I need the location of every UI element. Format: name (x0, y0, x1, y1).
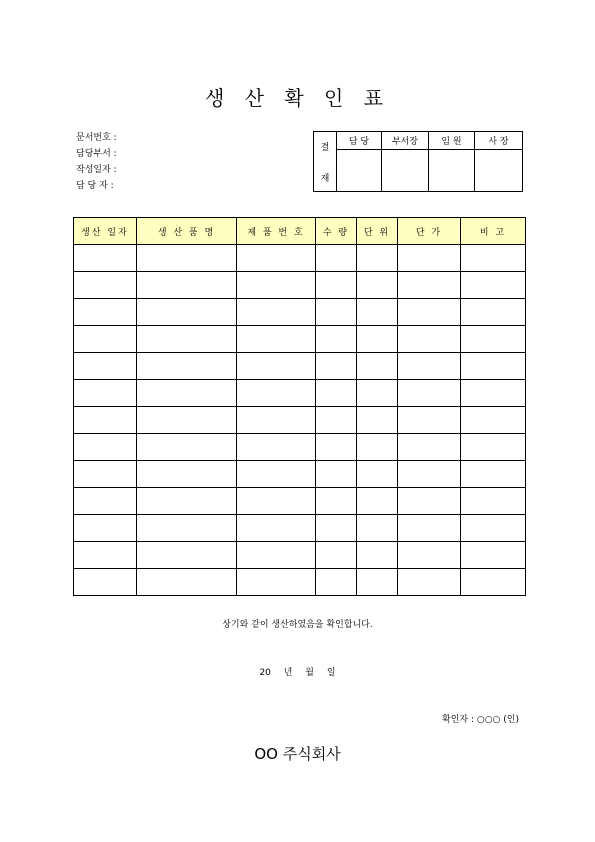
table-cell[interactable] (237, 569, 316, 596)
table-cell[interactable] (398, 299, 461, 326)
table-cell[interactable] (398, 407, 461, 434)
table-cell[interactable] (357, 569, 398, 596)
approval-sign-staff[interactable] (337, 150, 382, 192)
table-cell[interactable] (237, 380, 316, 407)
table-cell[interactable] (461, 272, 526, 299)
manager-label: 담 당 자 : (76, 181, 114, 191)
table-cell[interactable] (461, 515, 526, 542)
table-cell[interactable] (398, 569, 461, 596)
table-cell[interactable] (237, 353, 316, 380)
table-cell[interactable] (74, 488, 137, 515)
table-cell[interactable] (398, 326, 461, 353)
table-cell[interactable] (357, 299, 398, 326)
table-row (74, 569, 526, 596)
table-cell[interactable] (316, 542, 357, 569)
table-cell[interactable] (398, 461, 461, 488)
col-unit: 단 위 (357, 218, 398, 245)
table-cell[interactable] (357, 488, 398, 515)
col-remarks: 비 고 (461, 218, 526, 245)
table-cell[interactable] (461, 407, 526, 434)
production-table (73, 217, 526, 596)
approval-sign-executive[interactable] (429, 150, 475, 192)
confirmation-statement: 상기와 같이 생산하였음을 확인합니다. (222, 620, 373, 630)
table-cell[interactable] (357, 326, 398, 353)
table-cell[interactable] (316, 461, 357, 488)
table-cell[interactable] (316, 353, 357, 380)
table-row (74, 380, 526, 407)
approval-sign-dept-head[interactable] (382, 150, 429, 192)
table-cell[interactable] (237, 245, 316, 272)
table-cell[interactable] (74, 353, 137, 380)
table-cell[interactable] (74, 434, 137, 461)
col-quantity: 수 량 (316, 218, 357, 245)
table-cell[interactable] (461, 299, 526, 326)
document-title: 생 산 확 인 표 (204, 86, 391, 110)
table-cell[interactable] (461, 461, 526, 488)
table-cell[interactable] (137, 272, 237, 299)
table-cell[interactable] (74, 461, 137, 488)
table-row (74, 353, 526, 380)
approval-header-executive: 임 원 (429, 132, 475, 150)
table-cell[interactable] (398, 353, 461, 380)
table-row (74, 542, 526, 569)
table-cell[interactable] (357, 407, 398, 434)
table-row (74, 434, 526, 461)
col-product-number: 제 품 번 호 (237, 218, 316, 245)
table-cell[interactable] (357, 272, 398, 299)
table-row (74, 326, 526, 353)
table-row (74, 488, 526, 515)
table-cell[interactable] (461, 326, 526, 353)
table-row (74, 272, 526, 299)
table-cell[interactable] (74, 272, 137, 299)
table-cell[interactable] (398, 434, 461, 461)
table-cell[interactable] (316, 380, 357, 407)
table-cell[interactable] (137, 434, 237, 461)
table-cell[interactable] (398, 488, 461, 515)
table-cell[interactable] (357, 542, 398, 569)
table-cell[interactable] (357, 353, 398, 380)
table-cell[interactable] (237, 272, 316, 299)
table-cell[interactable] (357, 380, 398, 407)
table-cell[interactable] (316, 407, 357, 434)
meta-block (76, 130, 117, 194)
col-unit-price: 단 가 (398, 218, 461, 245)
table-cell[interactable] (237, 461, 316, 488)
table-cell[interactable] (316, 569, 357, 596)
table-cell[interactable] (316, 515, 357, 542)
table-row (74, 245, 526, 272)
table-cell[interactable] (398, 542, 461, 569)
company-name: OO 주식회사 (254, 745, 341, 763)
table-cell[interactable] (137, 380, 237, 407)
approval-side-label (314, 132, 337, 192)
table-cell[interactable] (74, 569, 137, 596)
table-cell[interactable] (461, 488, 526, 515)
table-cell[interactable] (398, 272, 461, 299)
table-cell[interactable] (316, 326, 357, 353)
table-cell[interactable] (137, 245, 237, 272)
department-label: 담당부서 : (76, 149, 117, 159)
approval-header-dept-head: 부서장 (382, 132, 429, 150)
doc-number-label: 문서번호 : (76, 133, 117, 143)
table-cell[interactable] (137, 569, 237, 596)
table-cell[interactable] (316, 299, 357, 326)
table-cell[interactable] (237, 299, 316, 326)
table-cell[interactable] (398, 245, 461, 272)
table-cell[interactable] (74, 245, 137, 272)
approval-side-top: 결 (320, 142, 330, 153)
table-cell[interactable] (357, 461, 398, 488)
created-date-label: 작성일자 : (76, 165, 117, 175)
table-cell[interactable] (237, 542, 316, 569)
table-cell[interactable] (237, 434, 316, 461)
table-cell[interactable] (137, 461, 237, 488)
table-header-row (74, 218, 526, 245)
approval-box (313, 131, 523, 192)
approval-header-staff: 담 당 (337, 132, 382, 150)
date-line: 20 년 월 일 (259, 668, 336, 678)
table-cell[interactable] (461, 353, 526, 380)
table-cell[interactable] (137, 542, 237, 569)
table-cell[interactable] (74, 407, 137, 434)
table-cell[interactable] (74, 326, 137, 353)
table-cell[interactable] (316, 272, 357, 299)
table-cell[interactable] (237, 326, 316, 353)
table-cell[interactable] (137, 488, 237, 515)
table-cell[interactable] (137, 299, 237, 326)
table-cell[interactable] (137, 515, 237, 542)
table-row (74, 407, 526, 434)
table-cell[interactable] (74, 542, 137, 569)
table-cell[interactable] (357, 515, 398, 542)
table-cell[interactable] (137, 407, 237, 434)
approval-sign-president[interactable] (475, 150, 523, 192)
table-cell[interactable] (316, 488, 357, 515)
table-cell[interactable] (237, 407, 316, 434)
table-cell[interactable] (461, 569, 526, 596)
table-body (74, 245, 526, 596)
table-cell[interactable] (316, 434, 357, 461)
checker-line: 확인자 : ○○○ (인) (442, 715, 519, 725)
table-cell[interactable] (461, 434, 526, 461)
table-cell[interactable] (461, 542, 526, 569)
table-cell[interactable] (398, 515, 461, 542)
col-product-name: 생 산 품 명 (137, 218, 237, 245)
table-row (74, 461, 526, 488)
table-cell[interactable] (137, 353, 237, 380)
approval-header-president: 사 장 (475, 132, 523, 150)
table-cell[interactable] (237, 488, 316, 515)
table-cell[interactable] (461, 380, 526, 407)
table-cell[interactable] (74, 515, 137, 542)
table-cell[interactable] (357, 245, 398, 272)
col-production-date: 생산 일자 (74, 218, 137, 245)
table-cell[interactable] (357, 434, 398, 461)
table-cell[interactable] (74, 299, 137, 326)
table-cell[interactable] (316, 245, 357, 272)
table-cell[interactable] (461, 245, 526, 272)
table-cell[interactable] (237, 515, 316, 542)
table-cell[interactable] (137, 326, 237, 353)
table-row (74, 299, 526, 326)
table-cell[interactable] (398, 380, 461, 407)
approval-side-bottom: 재 (320, 173, 330, 184)
table-row (74, 515, 526, 542)
table-cell[interactable] (74, 380, 137, 407)
